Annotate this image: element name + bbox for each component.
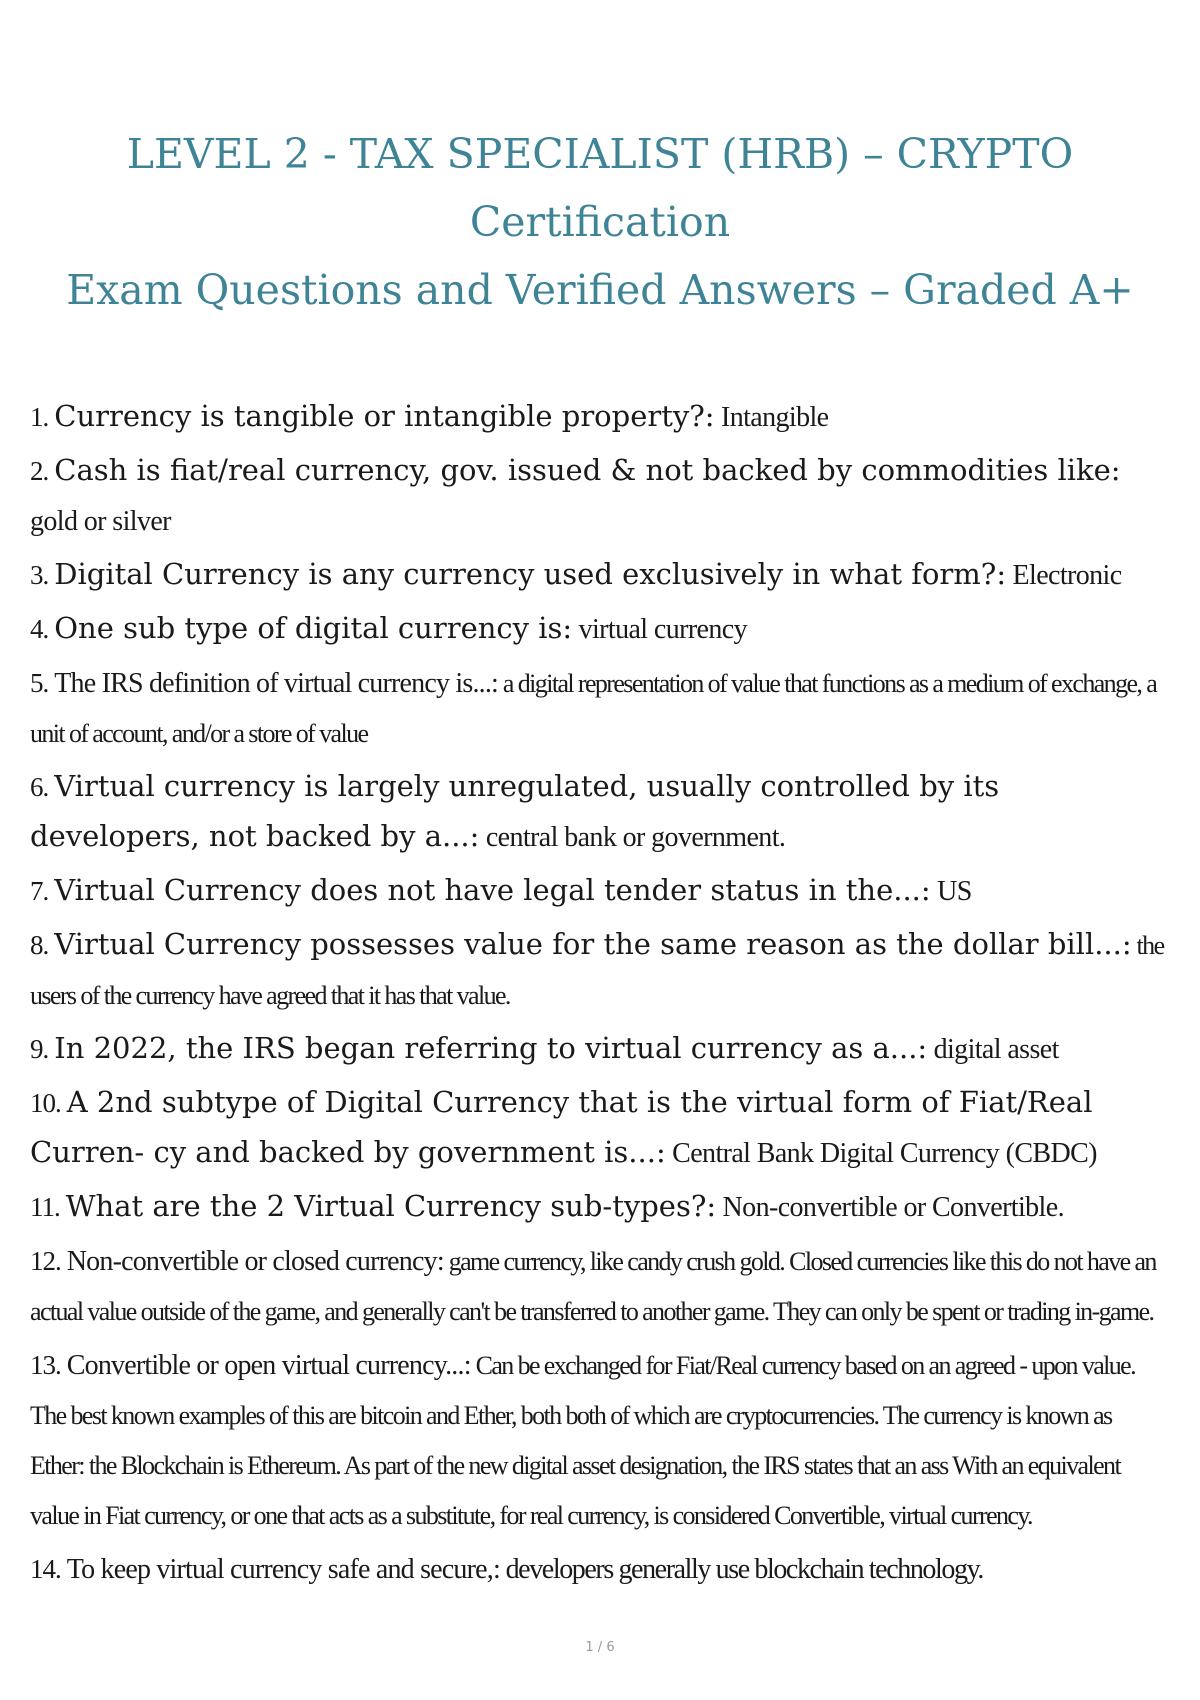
qa-item-13 [30,1340,1170,1540]
qa-item-9 [30,1024,1170,1074]
qa-item-7 [30,866,1170,916]
answer-text: US [930,876,972,907]
item-number: 2. [30,456,49,486]
question-text: In 2022, the IRS began referring to virtual currency as a...: [54,1031,928,1065]
question-text: One sub type of digital currency is: [54,611,573,645]
item-number: 14. [30,1554,61,1584]
qa-item-2 [30,446,1170,546]
title-line-2: Exam Questions and Verified Answers – Graded A+ [66,266,1134,314]
qa-item-12 [30,1236,1170,1336]
document-title [30,120,1170,324]
question-text: What are the 2 Virtual Currency sub-types?: [65,1189,717,1223]
title-line-1: LEVEL 2 - TAX SPECIALIST (HRB) – CRYPTO Certification [126,130,1074,246]
question-text: To keep virtual currency safe and secure,: [66,1554,500,1585]
item-number: 6. [30,772,49,802]
question-text: Digital Currency is any currency used exclusively in what form?: [54,557,1007,591]
qa-item-3 [30,550,1170,600]
question-text: Convertible or open virtual currency...: [66,1350,471,1381]
item-number: 13. [30,1350,61,1380]
qa-item-11 [30,1182,1170,1232]
item-number: 9. [30,1034,49,1064]
question-text: Non-convertible or closed currency: [66,1246,444,1277]
item-number: 4. [30,614,49,644]
item-number: 3. [30,560,49,590]
page-indicator: 1 / 6 [585,1640,615,1655]
answer-text: Electronic [1006,560,1122,591]
answer-text: developers generally use blockchain technology. [499,1554,983,1585]
question-text: Currency is tangible or intangible property?: [54,399,715,433]
answer-text: Non-convertible or Convertible. [716,1192,1064,1223]
qa-item-1 [30,392,1170,442]
item-number: 1. [30,402,49,432]
qa-item-14 [30,1544,1170,1594]
answer-text: a digital representation of value that functions as a medium of exchange, a unit of account, and/or a store of value [30,669,1157,748]
question-text: Virtual Currency does not have legal tender status in the...: [54,873,931,907]
answer-text: the users of the currency have agreed that it has that value. [30,931,1164,1010]
question-text: Virtual currency is largely unregulated, usually controlled by its developers, not backed by a...: [30,769,1000,853]
item-number: 11. [30,1192,60,1222]
question-text: A 2nd subtype of Digital Currency that is the virtual form of Fiat/Real Curren- cy and backed by government is...: [30,1085,1093,1169]
question-text: Cash is fiat/real currency, gov. issued & not backed by commodities like: [54,453,1121,487]
answer-text: Intangible [714,402,829,433]
answer-text: virtual currency [572,614,748,645]
question-text: The IRS definition of virtual currency is...: [54,668,499,699]
item-number: 8. [30,930,49,960]
qa-item-4 [30,604,1170,654]
item-number: 7. [30,876,49,906]
qa-item-8 [30,920,1170,1020]
question-list [30,392,1170,1594]
item-number: 5. [30,668,49,698]
answer-text: Can be exchanged for Fiat/Real currency based on an agreed - upon value. The best known examples of this are bitcoin and Ether, both both of which are cryptocurrencies. The currency is known as Ether: the Blockchain is Ethereum. As part of the new digital asset designation, the IRS states that an ass With an equivalent value in Fiat currency, or one that acts as a substitute, for real currency, is considered Convertible, virtual currency. [30,1351,1136,1530]
item-number: 12. [30,1246,61,1276]
qa-item-6 [30,762,1170,862]
qa-item-10 [30,1078,1170,1178]
answer-text: game currency, like candy crush gold. Closed currencies like this do not have an actual value outside of the game, and generally can't be transferred to another game. They can only be spent or trading in-game. [30,1247,1156,1326]
answer-text: gold or silver [30,506,171,537]
answer-text: digital asset [927,1034,1059,1065]
qa-item-5 [30,658,1170,758]
item-number: 10. [30,1088,61,1118]
answer-text: Central Bank Digital Currency (CBDC) [665,1138,1097,1169]
question-text: Virtual Currency possesses value for the same reason as the dollar bill...: [54,927,1132,961]
answer-text: central bank or government. [479,822,786,853]
